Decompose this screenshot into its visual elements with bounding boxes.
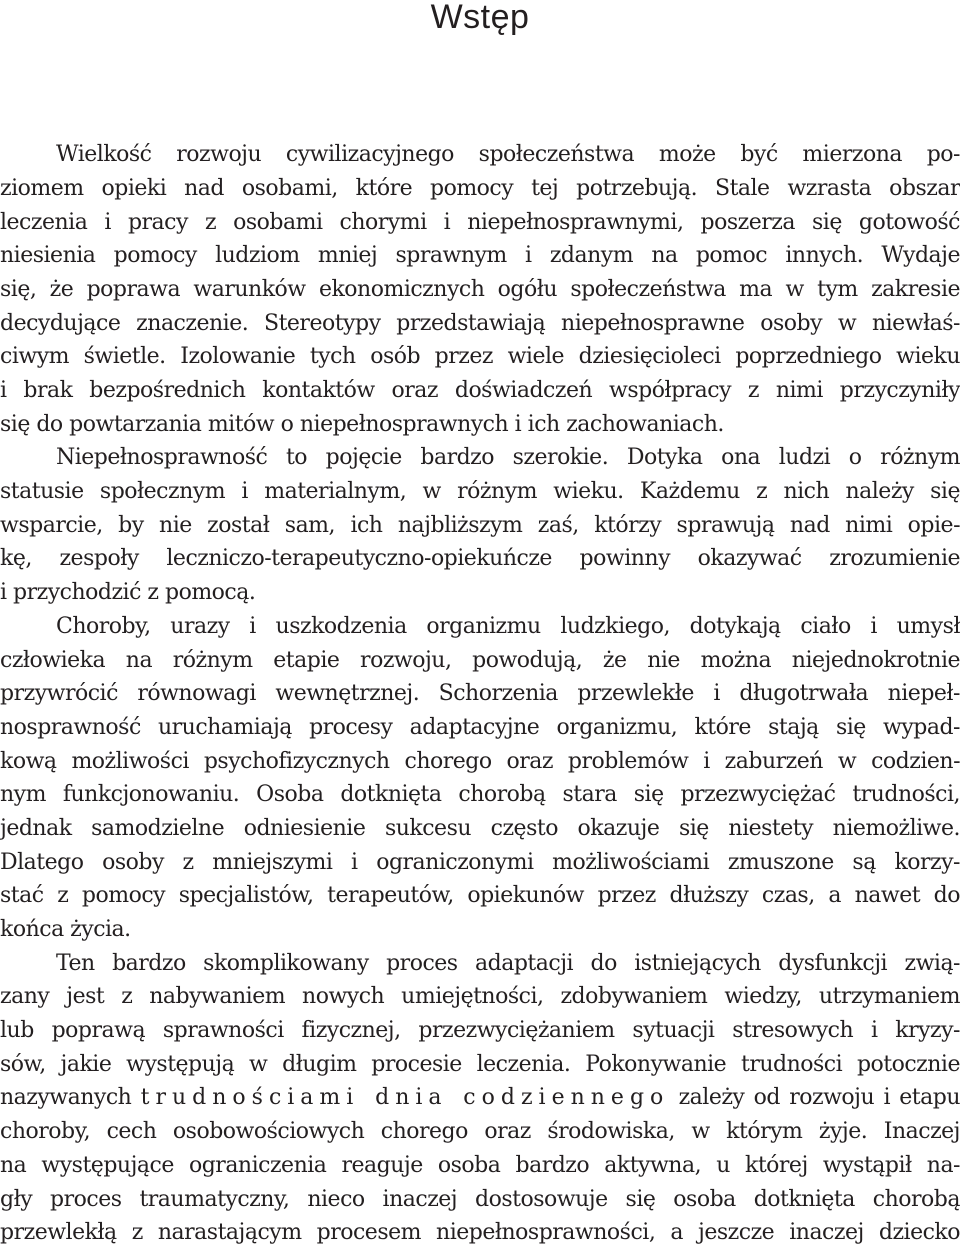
text-line: przewlekłą z narastającym procesem niepełnosprawności, a jeszcze inaczej dziecko bbox=[0, 1220, 960, 1245]
text-line: się, że poprawa warunków ekonomicznych ogółu społeczeństwa ma w tym zakresie bbox=[0, 277, 960, 302]
text-line: Niepełnosprawność to pojęcie bardzo szerokie. Dotyka ona ludzi o różnym bbox=[56, 445, 960, 470]
text-line: końca życia. bbox=[0, 917, 131, 942]
text-line: Wielkość rozwoju cywilizacyjnego społeczeństwa może być mierzona po- bbox=[56, 142, 960, 167]
text-line: i przychodzić z pomocą. bbox=[0, 580, 256, 605]
text-line: i brak bezpośrednich kontaktów oraz doświadczeń współpracy z nimi przyczyniły bbox=[0, 378, 960, 403]
text-line: choroby, cech osobowościowych chorego oraz środowiska, w którym żyje. Inaczej bbox=[0, 1119, 960, 1144]
text-line: wsparcie, by nie został sam, ich najbliższym zaś, którzy sprawują nad nimi opie- bbox=[0, 513, 960, 538]
text-line: przywrócić równowagi wewnętrznej. Schorzenia przewlekłe i długotrwała niepeł- bbox=[0, 681, 960, 706]
text-fragment: zależy od rozwoju i etapu bbox=[678, 1085, 960, 1110]
text-line: na występujące ograniczenia reaguje osoba bardzo aktywna, u której wystąpił na- bbox=[0, 1153, 960, 1178]
text-line: Ten bardzo skomplikowany proces adaptacji do istniejących dysfunkcji zwią- bbox=[56, 951, 960, 976]
text-line: niesienia pomocy ludziom mniej sprawnym i zdanym na pomoc innych. Wydaje bbox=[0, 243, 960, 268]
text-line: decydujące znaczenie. Stereotypy przedstawiają niepełnosprawne osoby w niewłaś- bbox=[0, 311, 960, 336]
text-line: leczenia i pracy z osobami chorymi i niepełnosprawnymi, poszerza się gotowość bbox=[0, 210, 960, 235]
text-line: kową możliwości psychofizycznych chorego oraz problemów i zaburzeń w codzien- bbox=[0, 749, 960, 774]
page-title: Wstęp bbox=[430, 0, 530, 36]
text-line: jednak samodzielne odniesienie sukcesu często okazuje się niestety niemożliwe. bbox=[0, 816, 960, 841]
text-line-spaced-phrase bbox=[0, 1081, 960, 1115]
text-line: kę, zespoły leczniczo-terapeutyczno-opiekuńcze powinny okazywać zrozumienie bbox=[0, 546, 960, 571]
text-line: sów, jakie występują w długim procesie leczenia. Pokonywanie trudności potocznie bbox=[0, 1052, 960, 1077]
text-line: statusie społecznym i materialnym, w różnym wieku. Każdemu z nich należy się bbox=[0, 479, 960, 504]
text-line: zany jest z nabywaniem nowych umiejętności, zdobywaniem wiedzy, utrzymaniem bbox=[0, 984, 960, 1009]
text-line: nosprawność uruchamiają procesy adaptacyjne organizmu, które stają się wypad- bbox=[0, 715, 960, 740]
text-line: Choroby, urazy i uszkodzenia organizmu ludzkiego, dotykają ciało i umysł bbox=[56, 614, 960, 639]
text-line: nym funkcjonowaniu. Osoba dotknięta chorobą stara się przezwyciężać trudności, bbox=[0, 782, 960, 807]
text-fragment: nazywanych bbox=[0, 1085, 132, 1110]
text-line: Dlatego osoby z mniejszymi i ograniczonymi możliwościami zmuszone są korzy- bbox=[0, 850, 960, 875]
text-line: lub poprawą sprawności fizycznej, przezwyciężaniem sytuacji stresowych i kryzy- bbox=[0, 1018, 960, 1043]
text-line: ziomem opieki nad osobami, które pomocy tej potrzebują. Stale wzrasta obszar bbox=[0, 176, 960, 201]
emphasis-spaced: trudnościami dnia codziennego bbox=[140, 1085, 670, 1110]
text-line: człowieka na różnym etapie rozwoju, powodują, że nie można niejednokrotnie bbox=[0, 648, 960, 673]
text-line: stać z pomocy specjalistów, terapeutów, opiekunów przez dłuższy czas, a nawet do bbox=[0, 883, 960, 908]
text-line: ciwym świetle. Izolowanie tych osób przez wiele dziesięcioleci poprzedniego wieku bbox=[0, 344, 960, 369]
text-line: gły proces traumatyczny, nieco inaczej dostosowuje się osoba dotknięta chorobą bbox=[0, 1187, 960, 1212]
text-line: się do powtarzania mitów o niepełnosprawnych i ich zachowaniach. bbox=[0, 412, 724, 437]
